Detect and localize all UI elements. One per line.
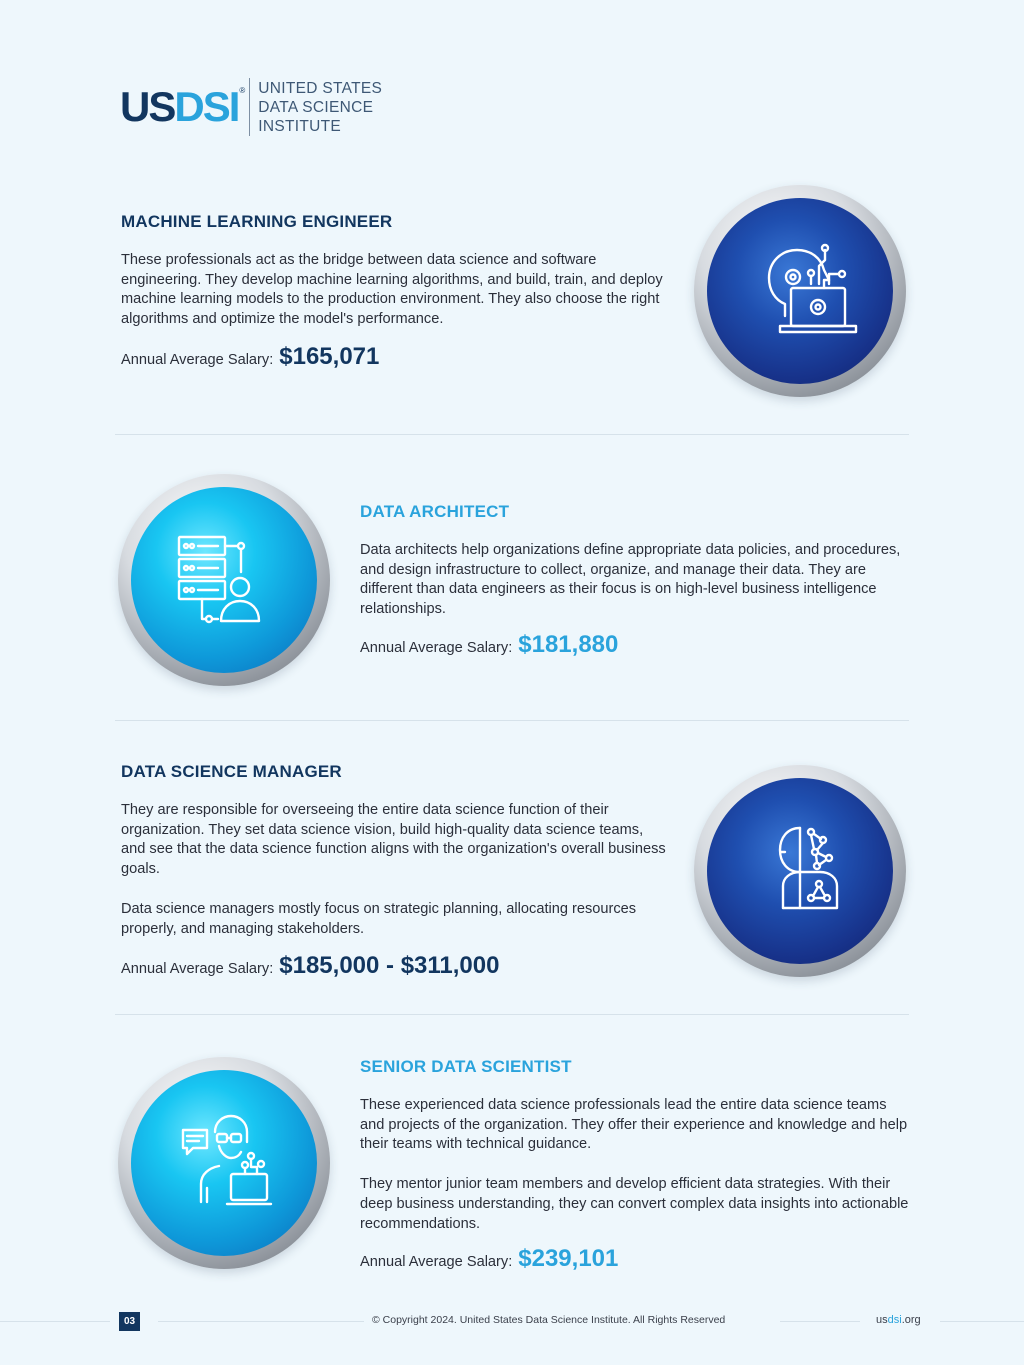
footer-line-mid-left	[158, 1321, 364, 1322]
registered-mark: ®	[239, 86, 246, 95]
footer-line-mid-right	[780, 1321, 860, 1322]
role-description: They are responsible for overseeing the entire data science function of their organization. They set data science vision, build high-quality data science teams, and see that the data science function aligns with the organization's overall business goals.	[121, 802, 666, 878]
section-divider	[115, 434, 909, 435]
role-title: DATA ARCHITECT	[360, 502, 510, 521]
salary-label: Annual Average Salary:	[360, 639, 513, 656]
salary-value: $185,000 - $311,000	[279, 952, 500, 980]
footer-line-left	[0, 1321, 110, 1322]
role-description: Data architects help organizations define appropriate data policies, and procedures, and design infrastructure to collect, organize, and manage their data. They are different than data engineers as their focus is on high-level business intelligence relationships.	[360, 542, 901, 618]
salary-row	[360, 631, 905, 659]
footer-line-right	[940, 1321, 1024, 1322]
website-link[interactable]: usdsi.org	[876, 1314, 921, 1326]
role-description: These experienced data science professionals lead the entire data science teams and projects of the organization. They offer their experience and knowledge and help their teams with technical guidance.	[360, 1097, 908, 1153]
ai-head-laptop-icon	[707, 198, 893, 384]
salary-row	[121, 952, 666, 980]
role-badge-ds-manager	[694, 765, 906, 977]
network-person-icon	[707, 778, 893, 964]
role-title: DATA SCIENCE MANAGER	[121, 762, 342, 781]
logo-wordmark: USDSI	[120, 83, 239, 130]
role-badge-senior-data-scientist	[118, 1057, 330, 1269]
logo-institute-name: UNITED STATES DATA SCIENCE INSTITUTE	[258, 79, 383, 135]
role-section-ml-engineer	[121, 212, 666, 371]
salary-row	[360, 1245, 910, 1273]
role-section-ds-manager	[121, 762, 666, 980]
server-user-icon	[131, 487, 317, 673]
role-description-extra: Data science managers mostly focus on strategic planning, allocating resources properly, and managing stakeholders.	[121, 900, 637, 937]
salary-value: $239,101	[518, 1245, 619, 1273]
usdsi-logo	[120, 78, 382, 136]
section-divider	[115, 720, 909, 721]
role-badge-data-architect	[118, 474, 330, 686]
logo-divider	[249, 78, 250, 136]
scientist-laptop-icon	[131, 1070, 317, 1256]
role-title: SENIOR DATA SCIENTIST	[360, 1057, 572, 1076]
copyright-text: © Copyright 2024. United States Data Science Institute. All Rights Reserved	[372, 1314, 726, 1326]
salary-label: Annual Average Salary:	[360, 1254, 513, 1271]
role-description: These professionals act as the bridge between data science and software engineering. They develop machine learning algorithms, and build, train, and deploy machine learning models to the production environment. They also choose the right algorithms and optimize the model's performance.	[121, 252, 663, 328]
salary-value: $181,880	[518, 630, 619, 658]
role-section-senior-data-scientist	[360, 1057, 910, 1273]
salary-label: Annual Average Salary:	[121, 351, 274, 368]
section-divider	[115, 1014, 909, 1015]
role-title: MACHINE LEARNING ENGINEER	[121, 212, 393, 231]
page-number: 03	[119, 1312, 140, 1331]
salary-row	[121, 343, 666, 371]
salary-label: Annual Average Salary:	[121, 961, 274, 978]
role-description-extra: They mentor junior team members and develop efficient data strategies. With their deep business understanding, they can convert complex data insights into actionable recommendations.	[360, 1176, 909, 1232]
salary-value: $165,071	[279, 342, 380, 370]
role-badge-ml-engineer	[694, 185, 906, 397]
role-section-data-architect	[360, 502, 905, 659]
